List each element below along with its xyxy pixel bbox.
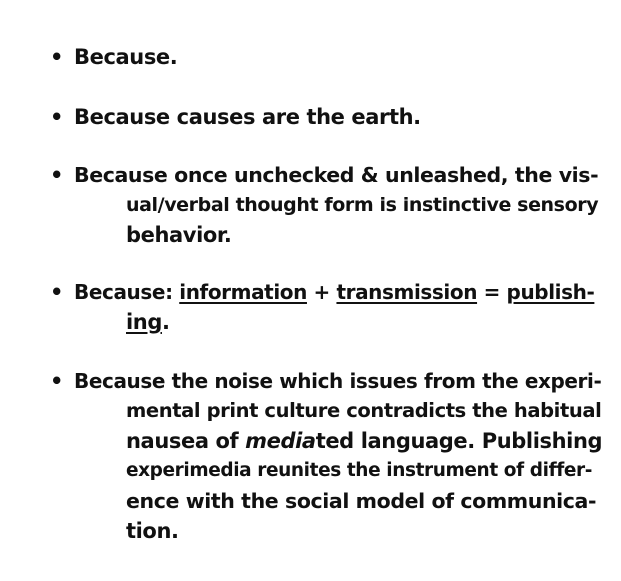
bullet-text (50, 277, 595, 337)
text-line: ual/verbal thought form is instinctive sensory (126, 194, 599, 216)
bullet-text (50, 42, 578, 72)
bullet-text (50, 160, 599, 250)
text-line: experimedia reunites the instrument of differ- (126, 460, 593, 481)
bullet-text (50, 366, 603, 546)
underlined-word-publishing: publish- (506, 280, 595, 304)
bullet-dot: • (50, 280, 64, 304)
bullet-dot: • (50, 369, 64, 393)
text-segment: nausea of (126, 429, 246, 453)
bullet-item-5 (50, 366, 603, 546)
bullet-text (50, 102, 578, 132)
bullet-item-1 (50, 42, 578, 72)
text-line: mental print culture contradicts the habitual (126, 399, 602, 422)
text-line (74, 277, 595, 307)
text-line: ence with the social model of communica- (126, 489, 597, 513)
text-line: tion. (126, 519, 179, 543)
bullet-dot: • (50, 45, 64, 69)
text-segment: ted language. Publishing (315, 429, 603, 453)
underlined-word-transmission: transmission (336, 280, 478, 304)
underlined-word-information: information (179, 280, 307, 304)
text-line (74, 307, 578, 337)
text-line: Because. (74, 45, 178, 69)
bullet-dot: • (50, 163, 64, 187)
bullet-item-4 (50, 277, 595, 337)
underlined-word-publishing-continued: ing (126, 310, 162, 334)
text-line: behavior. (126, 223, 232, 247)
italic-word-media: media (245, 429, 316, 453)
plus-sign: + (306, 280, 337, 304)
bullet-item-3 (50, 160, 599, 250)
text-line (74, 426, 603, 456)
bullet-item-2 (50, 102, 578, 132)
text-prefix: Because: (74, 280, 180, 304)
text-line: Because once unchecked & unleashed, the vis- (74, 163, 599, 187)
bullet-dot: • (50, 105, 64, 129)
text-line: Because causes are the earth. (74, 105, 421, 129)
text-line: Because the noise which issues from the experi- (74, 369, 602, 393)
period: . (161, 310, 170, 334)
equals-sign: = (477, 280, 507, 304)
